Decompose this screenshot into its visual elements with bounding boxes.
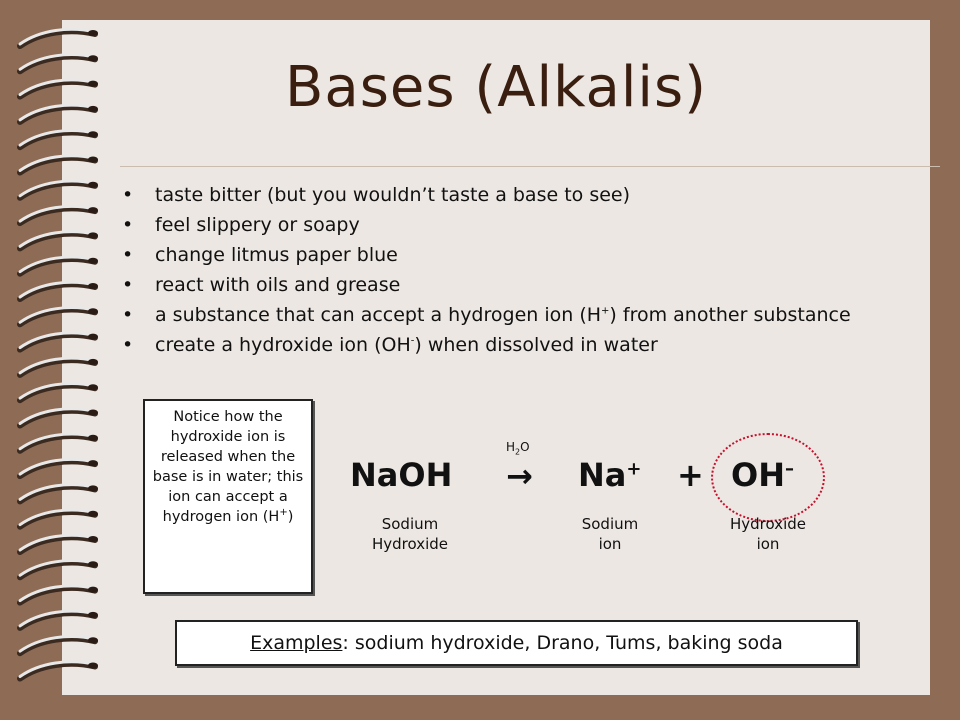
solvent-label: $H_2O$ [506,440,530,457]
bullet-item: • taste bitter (but you wouldn’t taste a base to see) [118,184,858,206]
spiral-coil [20,637,98,654]
spiral-coil [20,611,98,628]
bullet-item: • create a hydroxide ion (OH-) when dissolved in water [118,334,858,356]
sodium-ion-label: Sodium ion [581,515,639,553]
examples-box: Examples : sodium hydroxide, Drano, Tums, baking soda [175,620,858,666]
spiral-coil [20,485,98,502]
slide-title: Bases (Alkalis) [285,55,707,120]
examples-text: sodium hydroxide, Drano, Tums, baking soda [348,632,783,654]
spiral-coil [20,257,98,274]
spiral-coil [20,156,98,173]
title-divider [120,166,940,167]
hydroxide-ion-label: Hydroxide ion [729,515,807,553]
hydroxide-ion-formula: OH– [731,456,794,494]
bullet-list [118,184,858,364]
spiral-coil [20,409,98,426]
spiral-coil [20,459,98,476]
spiral-coil [20,662,98,679]
bullet-item: • react with oils and grease [118,274,858,296]
spiral-coil [20,131,98,148]
spiral-coil [20,282,98,299]
bullet-item: • change litmus paper blue [118,244,858,266]
spiral-coil [20,29,98,46]
hydroxide-highlight-circle [711,433,825,522]
spiral-coil [20,232,98,249]
spiral-coil [20,206,98,223]
spiral-coil [20,181,98,198]
spiral-coil [20,434,98,451]
plus-sign: + [677,456,704,494]
reaction-arrow: → [506,457,533,495]
spiral-coil [20,535,98,552]
spiral-coil [20,586,98,603]
spiral-coil [20,384,98,401]
bullet-item: • feel slippery or soapy [118,214,858,236]
sodium-ion-formula: Na+ [578,456,642,494]
reactant-formula: NaOH [350,456,453,494]
examples-label: Examples [250,632,343,654]
notice-callout: Notice how the hydroxide ion is released when the base is in water; this ion can accept a hydrogen ion (H+) [143,399,313,594]
spiral-coil [20,308,98,325]
spiral-coil [20,561,98,578]
spiral-coil [20,358,98,375]
reactant-label: Sodium Hydroxide [371,515,449,553]
spiral-coil [20,510,98,527]
spiral-coil [20,333,98,350]
bullet-item: • a substance that can accept a hydrogen ion (H+) from another substance [118,304,858,326]
